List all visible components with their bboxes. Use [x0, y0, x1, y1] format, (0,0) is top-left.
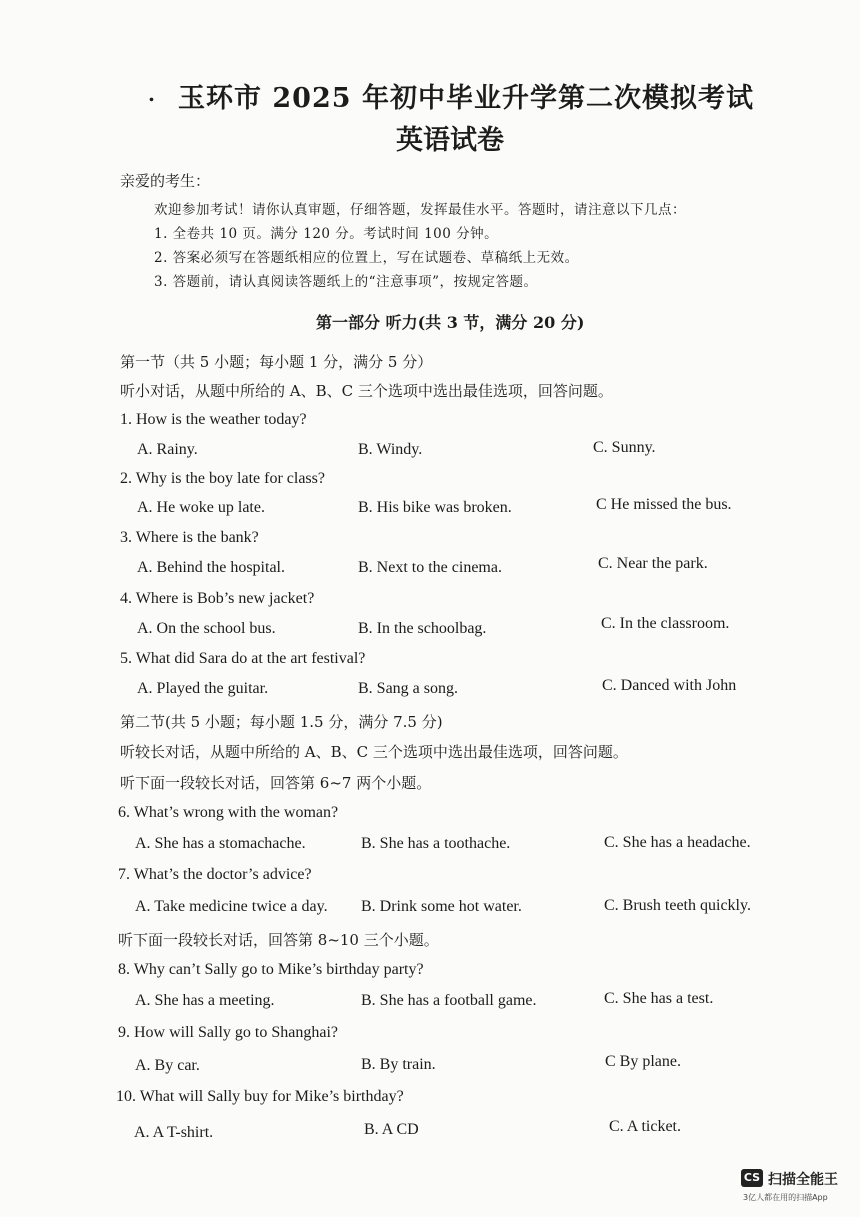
q2-option-b: B. His bike was broken.	[358, 499, 512, 516]
q3-option-c: C. Near the park.	[598, 555, 708, 572]
q6-option-a: A. She has a stomachache.	[135, 835, 306, 852]
exam-title: 玉环市 2025 年初中毕业升学第二次模拟考试	[178, 83, 754, 114]
q1-option-b: B. Windy.	[358, 441, 423, 458]
q3-option-b: B. Next to the cinema.	[358, 559, 502, 576]
q8-option-a: A. She has a meeting.	[135, 992, 275, 1009]
section1-heading: 第一节（共 5 小题；每小题 1 分，满分 5 分）	[120, 353, 433, 371]
section2-lead-1: 听下面一段较长对话，回答第 6~7 两个小题。	[120, 774, 432, 792]
exam-subtitle: 英语试卷	[396, 125, 504, 156]
question-2: 2. Why is the boy late for class?	[120, 470, 325, 487]
q4-option-c: C. In the classroom.	[601, 615, 730, 632]
section2-lead-2: 听下面一段较长对话，回答第 8~10 三个小题。	[118, 931, 439, 949]
question-7: 7. What’s the doctor’s advice?	[118, 866, 312, 883]
watermark-tagline: 3亿人都在用的扫描App	[743, 1193, 828, 1202]
note-3: 3. 答题前，请认真阅读答题纸上的“注意事项”，按规定答题。	[154, 274, 538, 290]
q7-option-a: A. Take medicine twice a day.	[135, 898, 328, 915]
welcome-text: 欢迎参加考试！请你认真审题，仔细答题，发挥最佳水平。答题时，请注意以下几点：	[154, 202, 686, 218]
section2-heading: 第二节(共 5 小题；每小题 1.5 分，满分 7.5 分)	[120, 713, 443, 731]
q5-option-c: C. Danced with John	[602, 677, 737, 694]
section1-instruction: 听小对话，从题中所给的 A、B、C 三个选项中选出最佳选项，回答问题。	[120, 382, 613, 400]
q7-option-b: B. Drink some hot water.	[361, 898, 522, 915]
q2-option-a: A. He woke up late.	[137, 499, 265, 516]
q1-option-c: C. Sunny.	[593, 439, 656, 456]
q10-option-b: B. A CD	[364, 1121, 419, 1138]
q8-option-c: C. She has a test.	[604, 990, 714, 1007]
q9-option-c: C By plane.	[605, 1053, 681, 1070]
q5-option-b: B. Sang a song.	[358, 680, 458, 697]
part1-title: 第一部分 听力(共 3 节，满分 20 分)	[316, 313, 585, 332]
question-5: 5. What did Sara do at the art festival?	[120, 650, 366, 667]
question-4: 4. Where is Bob’s new jacket?	[120, 590, 315, 607]
q7-option-c: C. Brush teeth quickly.	[604, 897, 751, 914]
q10-option-a: A. A T-shirt.	[134, 1124, 214, 1141]
watermark-app-name: 扫描全能王	[768, 1172, 838, 1188]
q10-option-c: C. A ticket.	[609, 1118, 681, 1135]
q1-option-a: A. Rainy.	[137, 441, 198, 458]
question-1: 1. How is the weather today?	[120, 411, 307, 428]
q8-option-b: B. She has a football game.	[361, 992, 537, 1009]
q6-option-b: B. She has a toothache.	[361, 835, 511, 852]
question-9: 9. How will Sally go to Shanghai?	[118, 1024, 338, 1041]
q4-option-b: B. In the schoolbag.	[358, 620, 487, 637]
question-10: 10. What will Sally buy for Mike’s birthday?	[116, 1088, 404, 1105]
note-2: 2. 答案必须写在答题纸相应的位置上，写在试题卷、草稿纸上无效。	[154, 250, 579, 266]
q9-option-b: B. By train.	[361, 1056, 436, 1073]
question-8: 8. Why can’t Sally go to Mike’s birthday party?	[118, 961, 424, 978]
section2-instruction: 听较长对话，从题中所给的 A、B、C 三个选项中选出最佳选项，回答问题。	[120, 743, 628, 761]
q4-option-a: A. On the school bus.	[137, 620, 276, 637]
q6-option-c: C. She has a headache.	[604, 834, 751, 851]
question-3: 3. Where is the bank?	[120, 529, 259, 546]
greeting: 亲爱的考生：	[120, 172, 211, 190]
q5-option-a: A. Played the guitar.	[137, 680, 269, 697]
camscanner-logo-icon: CS	[741, 1169, 763, 1187]
question-6: 6. What’s wrong with the woman?	[118, 804, 339, 821]
q2-option-c: C He missed the bus.	[596, 496, 732, 513]
q9-option-a: A. By car.	[135, 1057, 200, 1074]
note-1: 1. 全卷共 10 页。满分 120 分。考试时间 100 分钟。	[154, 226, 499, 242]
q3-option-a: A. Behind the hospital.	[137, 559, 285, 576]
stray-dot: .	[148, 82, 155, 106]
